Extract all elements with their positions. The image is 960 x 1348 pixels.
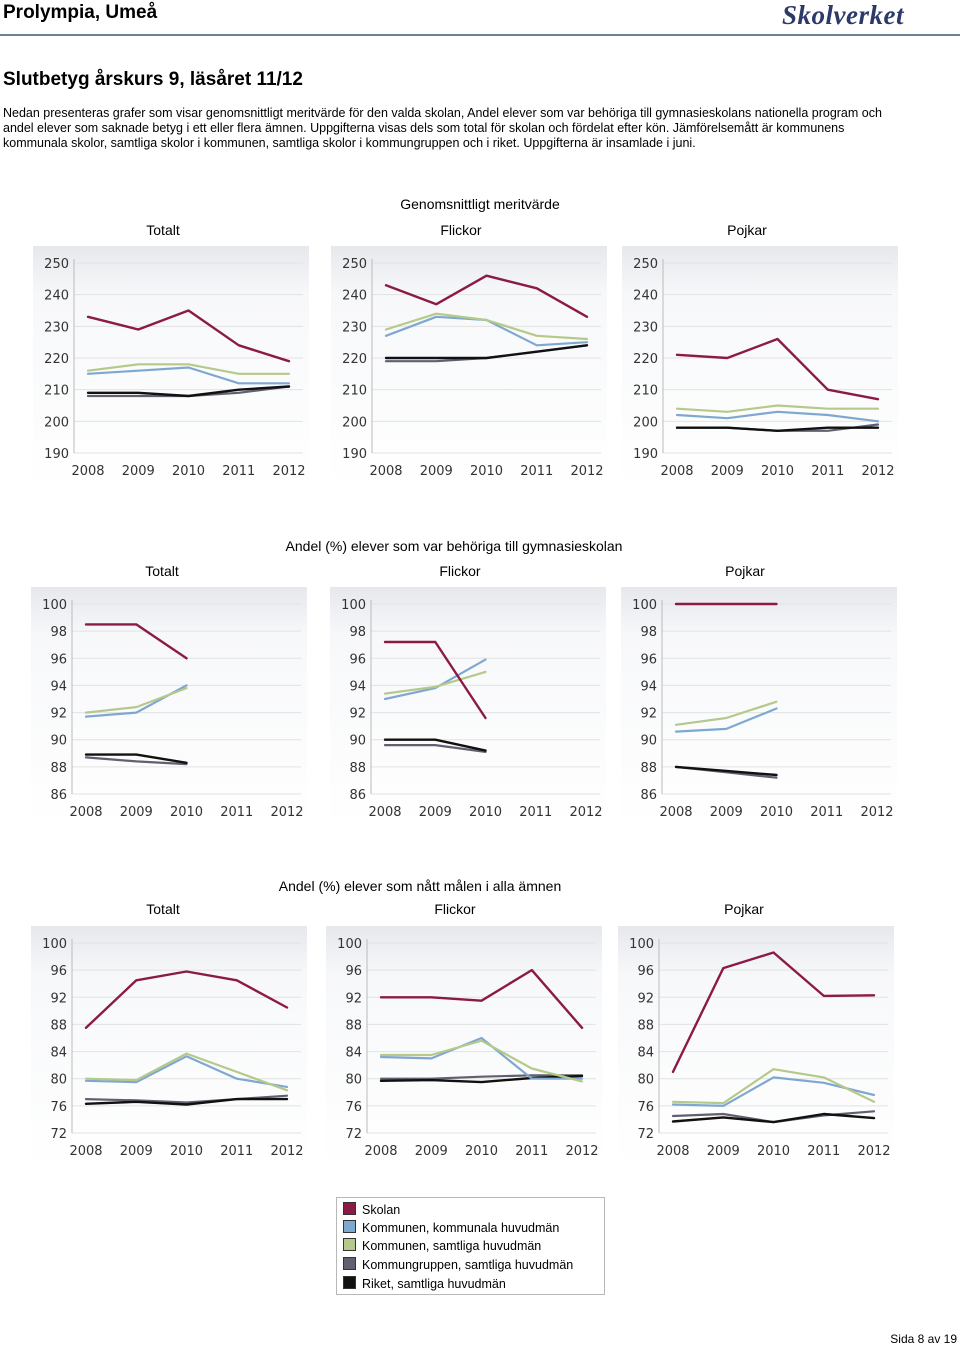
y-tick-label: 88 xyxy=(637,1018,654,1034)
y-tick-label: 98 xyxy=(50,625,67,641)
y-tick-label: 84 xyxy=(637,1045,654,1061)
y-tick-label: 92 xyxy=(349,706,366,722)
y-tick-label: 100 xyxy=(341,598,366,613)
y-tick-label: 84 xyxy=(50,1045,67,1061)
column-label-flickor: Flickor xyxy=(439,563,481,579)
y-tick-label: 230 xyxy=(44,320,69,336)
column-label-totalt: Totalt xyxy=(145,563,179,579)
y-tick-label: 200 xyxy=(342,415,367,431)
legend-item-kommunen-samtliga xyxy=(343,1238,541,1256)
y-tick-label: 210 xyxy=(342,383,367,399)
y-tick-label: 90 xyxy=(349,733,366,749)
x-tick-label: 2011 xyxy=(520,464,554,479)
y-tick-label: 76 xyxy=(637,1099,654,1115)
x-tick-label: 2011 xyxy=(220,1144,254,1159)
y-tick-label: 88 xyxy=(50,760,67,776)
chart-svg xyxy=(31,926,307,1168)
y-tick-label: 200 xyxy=(44,415,69,431)
x-tick-label: 2010 xyxy=(171,464,206,479)
x-tick-label: 2012 xyxy=(272,464,306,479)
x-tick-label: 2012 xyxy=(570,464,604,479)
x-tick-label: 2011 xyxy=(222,464,256,479)
x-tick-label: 2009 xyxy=(119,1144,153,1159)
x-tick-label: 2012 xyxy=(565,1144,599,1159)
chart-behoriga-pojkar xyxy=(621,587,897,829)
y-tick-label: 190 xyxy=(44,447,69,462)
chart-meritvarde-totalt xyxy=(33,246,309,488)
y-tick-label: 88 xyxy=(345,1018,362,1034)
legend-label: Riket, samtliga huvudmän xyxy=(362,1277,506,1291)
y-tick-label: 100 xyxy=(42,937,67,952)
y-tick-label: 88 xyxy=(349,760,366,776)
y-tick-label: 88 xyxy=(640,760,657,776)
y-tick-label: 220 xyxy=(342,352,367,367)
y-tick-label: 250 xyxy=(342,257,367,272)
x-tick-label: 2011 xyxy=(807,1144,841,1159)
chart-behoriga-flickor xyxy=(330,587,606,829)
y-tick-label: 240 xyxy=(342,288,367,304)
y-tick-label: 92 xyxy=(637,991,654,1007)
x-tick-label: 2009 xyxy=(709,805,743,820)
y-tick-label: 80 xyxy=(637,1072,654,1088)
column-label-totalt: Totalt xyxy=(146,901,180,917)
y-tick-label: 250 xyxy=(633,257,658,272)
x-tick-label: 2008 xyxy=(71,464,105,479)
column-label-pojkar: Pojkar xyxy=(724,901,764,917)
legend-swatch xyxy=(343,1238,356,1251)
chart-malen-totalt xyxy=(31,926,307,1168)
x-tick-label: 2010 xyxy=(756,1144,791,1159)
chart-malen-pojkar xyxy=(618,926,894,1168)
y-tick-label: 90 xyxy=(50,733,67,749)
y-tick-label: 72 xyxy=(50,1127,67,1142)
y-tick-label: 250 xyxy=(44,257,69,272)
y-tick-label: 96 xyxy=(640,652,657,668)
legend-swatch xyxy=(343,1220,356,1233)
y-tick-label: 92 xyxy=(345,991,362,1007)
legend-label: Kommungruppen, samtliga huvudmän xyxy=(362,1258,574,1272)
y-tick-label: 230 xyxy=(633,320,658,336)
x-tick-label: 2009 xyxy=(418,805,452,820)
chart-svg xyxy=(331,246,607,488)
page-number: Sida 8 av 19 xyxy=(890,1332,957,1346)
y-tick-label: 230 xyxy=(342,320,367,336)
x-tick-label: 2009 xyxy=(706,1144,740,1159)
chart-svg xyxy=(622,246,898,488)
x-tick-label: 2008 xyxy=(364,1144,398,1159)
x-tick-label: 2008 xyxy=(69,1144,103,1159)
x-tick-label: 2010 xyxy=(759,805,794,820)
y-tick-label: 86 xyxy=(50,788,67,803)
y-tick-label: 240 xyxy=(44,288,69,304)
y-tick-label: 94 xyxy=(640,679,657,695)
y-tick-label: 100 xyxy=(42,598,67,613)
x-tick-label: 2010 xyxy=(169,805,204,820)
y-tick-label: 100 xyxy=(629,937,654,952)
y-tick-label: 98 xyxy=(640,625,657,641)
y-tick-label: 96 xyxy=(349,652,366,668)
x-tick-label: 2011 xyxy=(811,464,845,479)
legend-item-riket xyxy=(343,1276,506,1294)
chart-malen-flickor xyxy=(326,926,602,1168)
x-tick-label: 2012 xyxy=(569,805,603,820)
chart-meritvarde-flickor xyxy=(331,246,607,488)
y-tick-label: 240 xyxy=(633,288,658,304)
x-tick-label: 2010 xyxy=(169,1144,204,1159)
x-tick-label: 2009 xyxy=(414,1144,448,1159)
chart-svg xyxy=(330,587,606,829)
y-tick-label: 90 xyxy=(640,733,657,749)
group-title-behoriga: Andel (%) elever som var behöriga till gymnasieskolan xyxy=(285,538,623,554)
legend-item-kommunen-kommunala xyxy=(343,1220,559,1238)
y-tick-label: 88 xyxy=(50,1018,67,1034)
legend-swatch xyxy=(343,1276,356,1289)
y-tick-label: 98 xyxy=(349,625,366,641)
chart-legend xyxy=(336,1197,605,1295)
y-tick-label: 220 xyxy=(44,352,69,367)
column-label-flickor: Flickor xyxy=(434,901,476,917)
x-tick-label: 2010 xyxy=(760,464,795,479)
header-divider xyxy=(0,34,960,36)
legend-label: Kommunen, samtliga huvudmän xyxy=(362,1239,542,1253)
y-tick-label: 76 xyxy=(345,1099,362,1115)
group-title-meritvarde: Genomsnittligt meritvärde xyxy=(400,196,560,212)
y-tick-label: 220 xyxy=(633,352,658,367)
y-tick-label: 84 xyxy=(345,1045,362,1061)
x-tick-label: 2012 xyxy=(861,464,895,479)
y-tick-label: 76 xyxy=(50,1099,67,1115)
x-tick-label: 2009 xyxy=(710,464,744,479)
intro-paragraph: Nedan presenteras grafer som visar genomsnittligt meritvärde för den valda skolan, Andel elever som var behöriga till gymnasieskolans nationella program och andel elever som saknade betyg i ett eller flera ämnen. Uppgifterna visas dels som total för skolan och fördelat efter kön. Jämförelsemått är kommunens kommunala skolor, samtliga skolor i kommunen, samtliga skolor i kommungruppen och i riket. Uppgifterna är insamlade i juni. xyxy=(3,106,882,150)
y-tick-label: 100 xyxy=(337,937,362,952)
x-tick-label: 2011 xyxy=(810,805,844,820)
y-tick-label: 190 xyxy=(342,447,367,462)
y-tick-label: 210 xyxy=(44,383,69,399)
y-tick-label: 190 xyxy=(633,447,658,462)
chart-svg xyxy=(618,926,894,1168)
y-tick-label: 96 xyxy=(637,964,654,980)
page-header-title: Prolympia, Umeå xyxy=(3,2,158,23)
x-tick-label: 2011 xyxy=(519,805,553,820)
column-label-flickor: Flickor xyxy=(440,222,482,238)
x-tick-label: 2008 xyxy=(369,464,403,479)
legend-item-kommungruppen xyxy=(343,1257,573,1275)
y-tick-label: 92 xyxy=(50,991,67,1007)
y-tick-label: 96 xyxy=(50,652,67,668)
x-tick-label: 2009 xyxy=(121,464,155,479)
x-tick-label: 2011 xyxy=(220,805,254,820)
section-title: Slutbetyg årskurs 9, läsåret 11/12 xyxy=(3,69,303,90)
y-tick-label: 94 xyxy=(50,679,67,695)
group-title-malen: Andel (%) elever som nått målen i alla ämnen xyxy=(278,878,562,894)
y-tick-label: 92 xyxy=(50,706,67,722)
x-tick-label: 2010 xyxy=(469,464,504,479)
x-tick-label: 2009 xyxy=(419,464,453,479)
x-tick-label: 2010 xyxy=(468,805,503,820)
skolverket-logo: Skolverket xyxy=(782,0,904,30)
legend-item-skolan xyxy=(343,1202,400,1220)
y-tick-label: 72 xyxy=(637,1127,654,1142)
x-tick-label: 2008 xyxy=(368,805,402,820)
y-tick-label: 210 xyxy=(633,383,658,399)
x-tick-label: 2012 xyxy=(270,805,304,820)
chart-behoriga-totalt xyxy=(31,587,307,829)
x-tick-label: 2012 xyxy=(857,1144,891,1159)
chart-svg xyxy=(621,587,897,829)
x-tick-label: 2010 xyxy=(464,1144,499,1159)
y-tick-label: 96 xyxy=(345,964,362,980)
y-tick-label: 100 xyxy=(632,598,657,613)
x-tick-label: 2008 xyxy=(69,805,103,820)
y-tick-label: 80 xyxy=(50,1072,67,1088)
column-label-pojkar: Pojkar xyxy=(727,222,767,238)
column-label-totalt: Totalt xyxy=(146,222,180,238)
x-tick-label: 2011 xyxy=(515,1144,549,1159)
y-tick-label: 94 xyxy=(349,679,366,695)
x-tick-label: 2008 xyxy=(660,464,694,479)
y-tick-label: 86 xyxy=(349,788,366,803)
chart-svg xyxy=(31,587,307,829)
chart-meritvarde-pojkar xyxy=(622,246,898,488)
y-tick-label: 86 xyxy=(640,788,657,803)
x-tick-label: 2012 xyxy=(270,1144,304,1159)
x-tick-label: 2012 xyxy=(860,805,894,820)
y-tick-label: 92 xyxy=(640,706,657,722)
y-tick-label: 200 xyxy=(633,415,658,431)
column-label-pojkar: Pojkar xyxy=(725,563,765,579)
chart-svg xyxy=(326,926,602,1168)
chart-svg xyxy=(33,246,309,488)
legend-swatch xyxy=(343,1257,356,1270)
x-tick-label: 2008 xyxy=(656,1144,690,1159)
y-tick-label: 72 xyxy=(345,1127,362,1142)
legend-label: Kommunen, kommunala huvudmän xyxy=(362,1221,560,1235)
x-tick-label: 2008 xyxy=(659,805,693,820)
legend-swatch xyxy=(343,1202,356,1215)
x-tick-label: 2009 xyxy=(119,805,153,820)
legend-label: Skolan xyxy=(362,1203,401,1217)
y-tick-label: 80 xyxy=(345,1072,362,1088)
y-tick-label: 96 xyxy=(50,964,67,980)
